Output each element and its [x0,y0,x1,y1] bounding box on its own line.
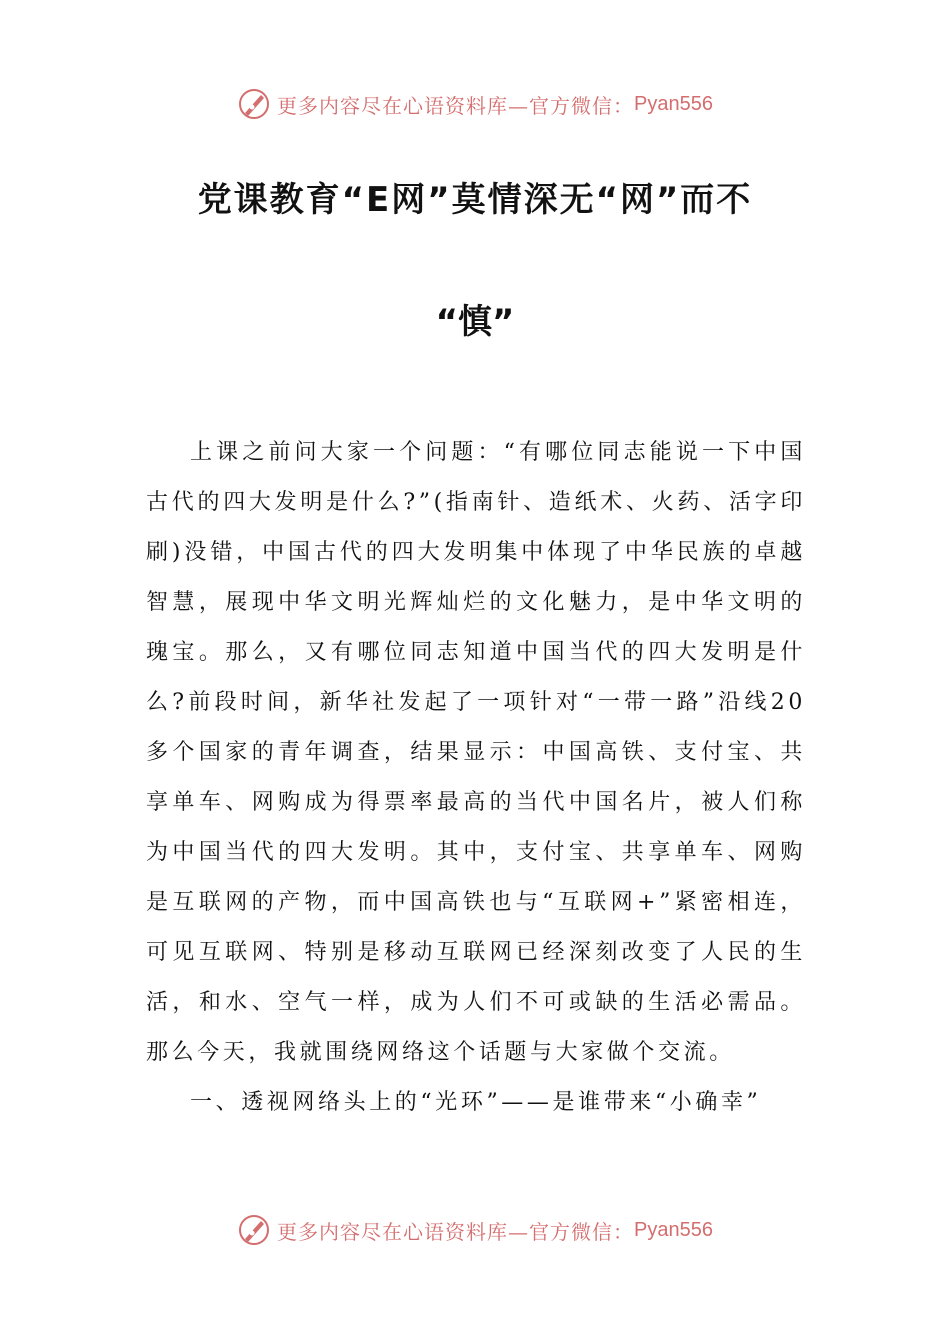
document-title-line-1: 党课教育“E网”莫情深无“网”而不 [197,180,753,220]
document-body [146,428,806,1128]
footer-watermark [0,1210,950,1250]
header-watermark [0,84,950,124]
pen-circle-icon [237,1213,271,1247]
document-title-line-2: “慎” [435,302,515,342]
watermark-text: 更多内容尽在心语资料库—官方微信： [277,1219,635,1244]
pen-circle-icon [237,87,271,121]
watermark-wechat-id: Pyan556 [634,92,713,115]
watermark-text: 更多内容尽在心语资料库—官方微信： [277,93,635,118]
watermark-wechat-id: Pyan556 [634,1218,713,1241]
body-paragraph: 上课之前问大家一个问题：“有哪位同志能说一下中国古代的四大发明是什么?”(指南针、造纸术、火药、活字印刷)没错，中国古代的四大发明集中体现了中华民族的卓越智慧，展现中华文明光辉灿烂的文化魅力，是中华文明的瑰宝。那么，又有哪位同志知道中国当代的四大发明是什么?前段时间，新华社发起了一项针对“一带一路”沿线20多个国家的青年调查，结果显示：中国高铁、支付宝、共享单车、网购成为得票率最高的当代中国名片，被人们称为中国当代的四大发明。其中，支付宝、共享单车、网购是互联网的产物，而中国高铁也与“互联网+”紧密相连，可见互联网、特别是移动互联网已经深刻改变了人民的生活，和水、空气一样，成为人们不可或缺的生活必需品。那么今天，我就围绕网络这个话题与大家做个交流。 [146,440,806,1065]
section-heading: 一、透视网络头上的“光环”——是谁带来“小确幸” [190,1090,762,1115]
